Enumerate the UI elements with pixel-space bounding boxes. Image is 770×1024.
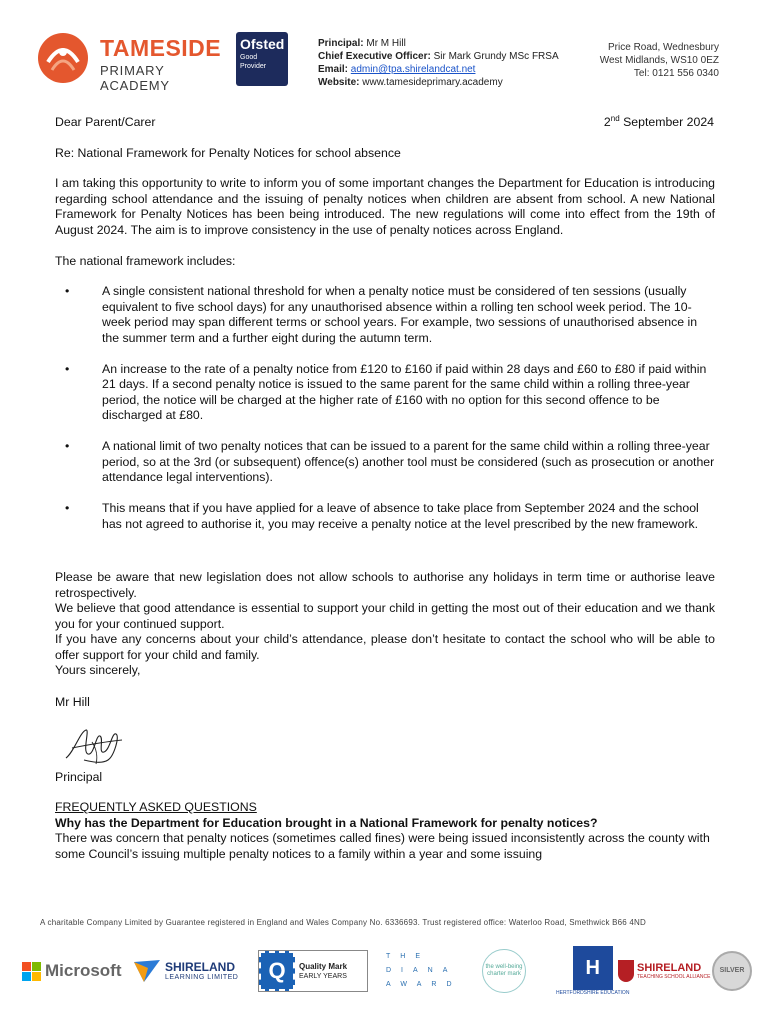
wellbeing-charter-logo	[482, 946, 526, 996]
telephone: Tel: 0121 556 0340	[633, 68, 719, 79]
intro-paragraph: I am taking this opportunity to write to inform you of some important changes the Department for Education is introducing regarding school attendance and the issuing of penalty notices when children are absent from school. A new National Framework for Penalty Notices has been being introduced. The new regulations will come into effect from the 19th of August 2024. The aim is to improve consistency in the use of penalty notices across England.	[55, 176, 715, 237]
website-value: www.tamesideprimary.academy	[362, 77, 503, 88]
shireland-teaching-logo	[618, 946, 710, 996]
list-item-text: This means that if you have applied for a leave of absence to take place from September 2024 and the school has not agreed to authorise it, you may receive a penalty notice at the level prescribed by the new framework.	[102, 501, 699, 531]
framework-intro: The national framework includes:	[55, 254, 236, 268]
shireland2-name: SHIRELAND	[637, 962, 702, 974]
date-day: 2	[603, 115, 611, 129]
shireland-learning-logo	[132, 946, 238, 996]
shireland2-sub: TEACHING SCHOOL ALLIANCE	[637, 974, 711, 980]
bullet-icon: •	[65, 284, 70, 298]
diana-line3: AWARD	[386, 981, 462, 988]
date-month-year: September 2024	[619, 115, 714, 129]
list-item	[55, 362, 715, 424]
closing-paragraphs	[55, 570, 715, 679]
principal-line	[318, 37, 559, 50]
herts-mark-icon: H	[573, 946, 613, 990]
quality-title: Quality Mark	[299, 961, 348, 971]
silver-award-badge	[712, 946, 752, 996]
email-link[interactable]: admin@tpa.shirelandcat.net	[350, 64, 476, 75]
list-item	[55, 501, 715, 532]
bullet-icon: •	[65, 361, 70, 376]
attendance-statement: We believe that good attendance is essential to support your child in getting the most out of their education and we thank you for your continued support.	[55, 601, 715, 631]
letter-subject: Re: National Framework for Penalty Notices for school absence	[55, 146, 401, 160]
shireland-wing-icon	[132, 958, 162, 984]
academy-logo	[34, 32, 234, 93]
website-label: Website:	[318, 77, 360, 88]
list-item-text: A single consistent national threshold for when a penalty notice must be considered of ten sessions (usually equivalent to five school days) for any unauthorised absence within a rolling ten school week period. The 10-week period may span different terms or school years. For example, two sessions of unauthorised absence in the summer term and a further eight during the autumn term.	[102, 284, 698, 345]
signature-icon	[62, 722, 128, 768]
website-line	[318, 76, 559, 89]
ofsted-rating-line1: Good	[240, 54, 258, 61]
academy-logo-icon	[34, 32, 92, 84]
address-line-2: West Midlands, WS10 0EZ	[599, 55, 719, 66]
address-line-1: Price Road, Wednesbury	[608, 42, 719, 53]
herts-sub: HERTFORDSHIRE EDUCATION	[556, 990, 630, 996]
ofsted-badge	[236, 32, 288, 86]
badge-text: SILVER	[712, 951, 752, 991]
bullet-icon: •	[65, 439, 70, 453]
principal-label: Principal:	[318, 38, 364, 49]
faq-question: Why has the Department for Education brought in a National Framework for penalty notices?	[55, 816, 598, 830]
faq-heading: FREQUENTLY ASKED QUESTIONS	[55, 800, 257, 814]
diana-award-logo	[386, 946, 462, 996]
sign-off: Yours sincerely,	[55, 663, 141, 677]
microsoft-text: Microsoft	[45, 961, 122, 980]
shireland-sub: LEARNING LIMITED	[165, 973, 239, 981]
email-line	[318, 63, 559, 76]
date-suffix: nd	[610, 113, 620, 123]
quality-q-icon: Q	[259, 951, 295, 991]
wellbeing-text: the well-being charter mark	[482, 949, 526, 993]
signer-name: Mr Hill	[55, 695, 90, 709]
ofsted-title: Ofsted	[240, 36, 285, 52]
diana-line1: THE	[386, 953, 430, 960]
diana-line2: DIANA	[386, 967, 458, 974]
quality-mark-logo	[258, 946, 368, 996]
principal-value: Mr M Hill	[366, 38, 406, 49]
holiday-notice: Please be aware that new legislation does not allow schools to authorise any holidays in term time or authorise leave retrospectively.	[55, 570, 715, 600]
list-item-text: A national limit of two penalty notices that can be issued to a parent for the same child within a rolling three-year period, so at the 3rd (or subsequent) offence(s) another tool must be considered (such as prosecution or another attendance legal interventions).	[102, 439, 715, 484]
partner-logos	[22, 946, 752, 996]
contact-block	[318, 37, 559, 89]
faq-answer: There was concern that penalty notices (sometimes called fines) were being issued inconsistently across the county with some Council’s issuing multiple penalty notices to a family within a year and some issuing	[55, 831, 710, 861]
shield-icon	[618, 960, 634, 982]
signer-role: Principal	[55, 770, 103, 784]
framework-list	[55, 284, 715, 548]
salutation: Dear Parent/Carer	[55, 115, 156, 129]
ceo-line	[318, 50, 559, 63]
logo-name: TAMESIDE	[100, 35, 222, 61]
list-item	[55, 284, 715, 346]
quality-sub: EARLY YEARS	[299, 972, 347, 980]
ceo-label: Chief Executive Officer:	[318, 51, 431, 62]
list-item	[55, 439, 715, 486]
bullet-icon: •	[65, 501, 70, 515]
ofsted-rating-line2: Provider	[240, 63, 267, 70]
company-registration-note: A charitable Company Limited by Guarantee registered in England and Wales Company No. 6336693. Trust registered office: Waterloo Road, Smethwick B66 4ND	[40, 918, 646, 927]
logo-subtitle: PRIMARY ACADEMY	[100, 63, 170, 93]
school-address	[600, 41, 719, 80]
ceo-value: Sir Mark Grundy MSc FRSA	[433, 51, 559, 62]
microsoft-grid-icon	[22, 962, 41, 981]
email-label: Email:	[318, 64, 349, 75]
list-item-text: An increase to the rate of a penalty notice from £120 to £160 if paid within 28 days and £60 to £80 if paid within 21 days. If a second penalty notice is issued to the same parent for the same child within a rolling three-year period, the notice will be charged at the higher rate of £160 with no option for this second offence to be discharged at £80.	[102, 361, 707, 422]
letter-date	[604, 115, 714, 129]
shireland-name: SHIRELAND	[165, 959, 236, 974]
contact-invitation: If you have any concerns about your child’s attendance, please don’t hesitate to contact the school who will be able to offer support for your child and family.	[55, 632, 715, 662]
microsoft-logo	[22, 946, 122, 996]
